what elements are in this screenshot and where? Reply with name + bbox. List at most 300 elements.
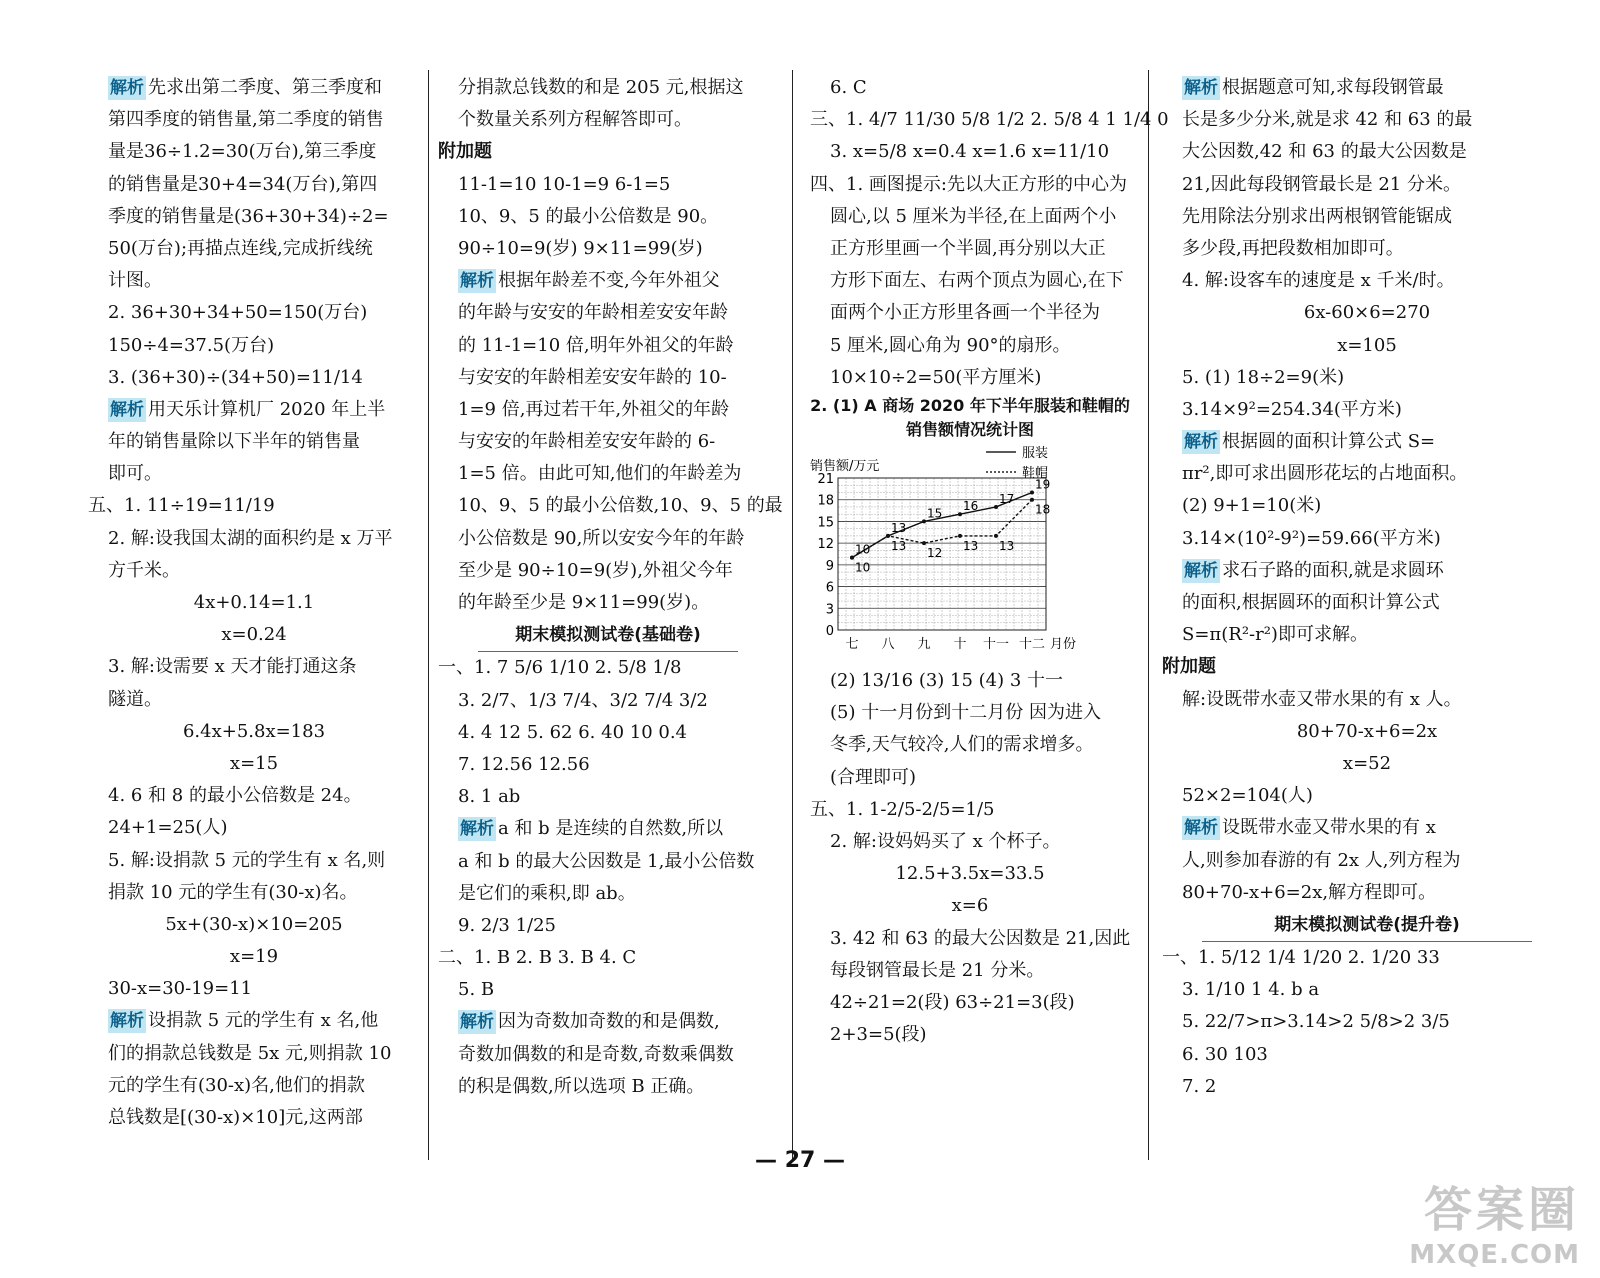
answer-line (810, 665, 1130, 697)
answer-line (438, 362, 778, 394)
answer-text: 是它们的乘积,即 ab。 (458, 882, 636, 904)
answer-line (438, 297, 778, 329)
answer-line (1162, 1071, 1572, 1103)
answer-line (1162, 426, 1572, 458)
answer-text: 人,则参加春游的有 2x 人,列方程为 (1182, 849, 1461, 871)
answer-line (810, 858, 1130, 890)
answer-line (438, 652, 778, 684)
answer-line (1162, 812, 1572, 844)
answer-text: 二、1. B 2. B 3. B 4. C (438, 947, 637, 969)
section-header (1202, 909, 1532, 942)
answer-line (438, 749, 778, 781)
answer-text: 每段钢管最长是 21 分米。 (830, 959, 1045, 981)
answer-column-2 (438, 72, 783, 1103)
answer-line (88, 72, 420, 104)
answer-line (810, 955, 1130, 987)
answer-text: 10、9、5 的最小公倍数是 90。 (458, 205, 719, 227)
answer-text: 至少是 90÷10=9(岁),外祖父今年 (458, 559, 733, 581)
answer-line (810, 987, 1130, 1019)
y-tick-label: 12 (817, 537, 834, 553)
answer-line (810, 762, 1130, 794)
sales-line-chart (810, 442, 1110, 654)
answer-text: 30-x=30-19=11 (108, 978, 253, 1000)
answer-line (438, 201, 778, 233)
column-divider-2 (792, 70, 793, 1160)
answer-line (1162, 974, 1572, 1006)
answer-text: 5. (1) 18÷2=9(米) (1182, 366, 1345, 388)
answer-text: 12.5+3.5x=33.5 (895, 863, 1045, 885)
answer-text: 2. 解:设我国太湖的面积约是 x 万平 (108, 527, 393, 549)
answer-line (438, 1006, 778, 1038)
answer-line (438, 136, 778, 168)
analysis-tag: 解析 (110, 399, 144, 420)
answer-text: a 和 b 的最大公因数是 1,最小公倍数 (458, 850, 755, 872)
answer-text: 方形下面左、右两个顶点为圆心,在下 (830, 270, 1124, 292)
answer-line (88, 748, 420, 780)
answer-text: 大公因数,42 和 63 的最大公因数是 (1182, 141, 1467, 163)
data-label: 19 (1035, 477, 1051, 492)
y-tick-label: 18 (817, 493, 834, 509)
answer-line (810, 297, 1130, 329)
answer-text: 多少段,再把段数相加即可。 (1182, 237, 1404, 259)
answer-text: 3. (36+30)÷(34+50)=11/14 (108, 366, 363, 388)
answer-text: 分捐款总钱数的和是 205 元,根据这 (458, 77, 744, 98)
answer-column-4 (1162, 72, 1572, 1103)
answer-line (438, 587, 778, 619)
data-point (850, 555, 854, 559)
data-label: 10 (855, 560, 871, 575)
answer-line (1162, 265, 1572, 297)
answer-line (438, 846, 778, 878)
answer-text: x=0.24 (221, 624, 287, 646)
answer-line (438, 394, 778, 426)
answer-line (810, 794, 1130, 826)
answer-text: 四、1. 画图提示:先以大正方形的中心为 (810, 173, 1127, 195)
answer-text: 与安安的年龄相差安安年龄的 10- (458, 366, 727, 388)
answer-text: 3. 42 和 63 的最大公因数是 21,因此 (830, 927, 1131, 949)
x-tick-label: 十一 (982, 636, 1010, 652)
answer-text: 24+1=25(人) (108, 817, 228, 839)
answer-line (438, 781, 778, 813)
data-point (1030, 490, 1034, 494)
answer-line (88, 941, 420, 973)
answer-line (1162, 1006, 1572, 1038)
answer-text: 21,因此每段钢管最长是 21 分米。 (1182, 173, 1461, 195)
data-label: 12 (927, 546, 943, 561)
answer-line (1162, 233, 1572, 265)
data-label: 10 (855, 542, 871, 557)
answer-line (88, 265, 420, 297)
answer-line (810, 72, 1130, 104)
answer-line (810, 136, 1130, 168)
answer-text: 4. 4 12 5. 62 6. 40 10 0.4 (458, 721, 687, 743)
answer-text: 冬季,天气较冷,人们的需求增多。 (830, 734, 1094, 756)
answer-line (88, 684, 420, 716)
y-tick-label: 0 (825, 623, 834, 639)
data-point (994, 534, 998, 538)
analysis-tag: 解析 (460, 819, 494, 840)
answer-text: 个数量关系列方程解答即可。 (458, 109, 692, 131)
answer-line (88, 909, 420, 941)
answer-text: x=52 (1342, 752, 1392, 774)
answer-text: 期末模拟测试卷(提升卷) (1274, 914, 1460, 935)
answer-text: 根据题意可知,求每段钢管最 (1222, 77, 1444, 98)
answer-text: 150÷4=37.5(万台) (108, 334, 275, 356)
x-tick-label: 十 (953, 636, 967, 652)
answer-line (438, 265, 778, 297)
answer-text: 根据年龄差不变,今年外祖父 (498, 270, 720, 292)
y-tick-label: 6 (825, 580, 834, 596)
answer-text: 的 11-1=10 倍,明年外祖父的年龄 (458, 334, 734, 356)
answer-text: (2) 9+1=10(米) (1182, 495, 1322, 517)
data-label: 13 (891, 520, 907, 535)
answer-text: 五、1. 11÷19=11/19 (88, 495, 275, 517)
answer-line (88, 845, 420, 877)
answer-line (1162, 877, 1572, 909)
analysis-tag: 解析 (1184, 560, 1218, 581)
answer-text: 们的捐款总钱数是 5x 元,则捐款 10 (108, 1042, 392, 1064)
analysis-tag: 解析 (1184, 818, 1218, 839)
answer-text: 2+3=5(段) (830, 1024, 927, 1046)
answer-line (88, 780, 420, 812)
answer-line (1162, 587, 1572, 619)
answer-text: 6x-60×6=270 (1303, 302, 1431, 324)
analysis-tag: 解析 (460, 1012, 494, 1033)
chart-subtitle: 销售额情况统计图 (905, 419, 1034, 439)
answer-text: 6. C (830, 77, 867, 98)
data-point (922, 519, 926, 523)
answer-line (810, 729, 1130, 761)
answer-text: 3. 1/10 1 4. b a (1182, 979, 1320, 1001)
answer-line (1162, 490, 1572, 522)
answer-text: 5 厘米,圆心角为 90°的扇形。 (830, 334, 1071, 356)
answer-text: 元的学生有(30-x)名,他们的捐款 (108, 1074, 365, 1096)
answer-text: 附加题 (438, 141, 492, 163)
chart-block (810, 394, 1130, 665)
answer-text: 求石子路的面积,就是求圆环 (1222, 559, 1444, 581)
data-point (886, 534, 890, 538)
answer-text: 正方形里画一个半圆,再分别以大正 (830, 237, 1106, 259)
legend-label: 鞋帽 (1022, 465, 1049, 481)
answer-text: πr²,即可求出圆形花坛的占地面积。 (1182, 463, 1468, 485)
answer-line (88, 394, 420, 426)
answer-line (438, 878, 778, 910)
answer-text: 的积是偶数,所以选项 B 正确。 (458, 1075, 705, 1097)
answer-line (1162, 748, 1572, 780)
analysis-tag: 解析 (1184, 432, 1218, 453)
answer-text: 4. 6 和 8 的最小公倍数是 24。 (108, 785, 362, 807)
answer-line (438, 813, 778, 845)
answer-line (88, 297, 420, 329)
answer-line (88, 1070, 420, 1102)
answer-line (810, 265, 1130, 297)
answer-text: 设既带水壶又带水果的有 x (1222, 817, 1436, 839)
answer-line (88, 201, 420, 233)
answer-line (438, 490, 783, 522)
data-label: 17 (999, 491, 1015, 506)
answer-line (1162, 684, 1572, 716)
column-3-top-text (810, 72, 1169, 394)
answer-text: 3.14×(10²-9²)=59.66(平方米) (1182, 527, 1441, 549)
data-point (958, 534, 962, 538)
answer-line (810, 826, 1130, 858)
answer-line (438, 330, 778, 362)
answer-text: 先用除法分别求出两根钢管能锯成 (1182, 205, 1452, 227)
answer-line (1162, 942, 1572, 974)
data-point (1030, 498, 1034, 502)
answer-line (1162, 136, 1572, 168)
y-axis-label: 销售额/万元 (810, 458, 880, 474)
answer-text: 10×10÷2=50(平方厘米) (830, 366, 1042, 388)
data-label: 15 (927, 506, 943, 521)
answer-text: 1=9 倍,再过若干年,外祖父的年龄 (458, 398, 730, 420)
x-tick-label: 九 (917, 636, 931, 652)
answer-text: x=105 (1337, 334, 1397, 356)
answer-text: 的年龄与安安的年龄相差安安年龄 (458, 302, 728, 324)
answer-text: (5) 十一月份到十二月份 因为进入 (830, 702, 1101, 724)
answer-line (438, 426, 778, 458)
answer-text: x=6 (951, 895, 989, 917)
answer-text: 6. 30 103 (1182, 1043, 1268, 1065)
answer-text: 9. 2/3 1/25 (458, 914, 557, 936)
answer-text: 三、1. 4/7 11/30 5/8 1/2 2. 5/8 4 1 1/4 0 (810, 109, 1169, 131)
answer-line (438, 104, 778, 136)
answer-line (438, 717, 778, 749)
answer-text: (2) 13/16 (3) 15 (4) 3 十一 (830, 670, 1064, 692)
answer-text: 5x+(30-x)×10=205 (165, 913, 343, 935)
answer-line (1162, 169, 1572, 201)
answer-line (88, 362, 420, 394)
answer-text: 设捐款 5 元的学生有 x 名,他 (148, 1010, 379, 1032)
answer-line (810, 923, 1130, 955)
answer-text: 用天乐计算机厂 2020 年上半 (148, 398, 386, 420)
answer-text: 3. 2/7、1/3 7/4、3/2 7/4 3/2 (458, 689, 708, 711)
answer-line (1162, 362, 1572, 394)
answer-line (438, 1071, 778, 1103)
answer-text: 10、9、5 的最小公倍数,10、9、5 的最 (458, 495, 783, 517)
answer-text: 2. 36+30+34+50=150(万台) (108, 302, 368, 324)
answer-line (1162, 845, 1572, 877)
answer-text: 52×2=104(人) (1182, 785, 1313, 807)
answer-text: 一、1. 7 5/6 1/10 2. 5/8 1/8 (438, 657, 682, 679)
answer-line (1162, 619, 1572, 651)
answer-line (438, 523, 778, 555)
answer-text: 6.4x+5.8x=183 (182, 720, 326, 742)
answer-line (438, 458, 778, 490)
answer-line (88, 233, 420, 265)
answer-text: 一、1. 5/12 1/4 1/20 2. 1/20 33 (1162, 947, 1440, 969)
data-label: 13 (891, 538, 907, 553)
answer-line (438, 169, 778, 201)
answer-line (88, 1005, 420, 1037)
answer-text: 2. 解:设妈妈买了 x 个杯子。 (830, 831, 1061, 853)
answer-line (1162, 780, 1572, 812)
answer-line (810, 330, 1130, 362)
answer-line (810, 104, 1169, 136)
answer-text: 的销售量是30+4=34(万台),第四 (108, 173, 378, 195)
answer-text: 面两个小正方形里各画一个半径为 (830, 302, 1100, 324)
analysis-tag: 解析 (460, 271, 494, 292)
section-header (478, 619, 738, 652)
answer-text: S=π(R²-r²)即可求解。 (1182, 624, 1368, 646)
answer-text: 8. 1 ab (458, 786, 521, 808)
answer-line (1162, 716, 1572, 748)
answer-text: 50(万台);再描点连线,完成折线统 (108, 237, 373, 259)
answer-text: 奇数加偶数的和是奇数,奇数乘偶数 (458, 1043, 734, 1065)
answer-line (810, 362, 1130, 394)
answer-line (1162, 651, 1572, 683)
answer-text: x=19 (229, 946, 279, 968)
answer-line (810, 697, 1130, 729)
x-tick-label: 十二 (1018, 636, 1046, 652)
answer-line (88, 1038, 420, 1070)
analysis-tag: 解析 (1184, 78, 1218, 98)
answer-text: 圆心,以 5 厘米为半径,在上面两个小 (830, 205, 1117, 227)
answer-text: 附加题 (1162, 656, 1216, 678)
answer-text: 3. 解:设需要 x 天才能打通这条 (108, 656, 357, 678)
answer-line (88, 330, 420, 362)
x-tick-label: 七 (845, 636, 859, 652)
page-number-value: 27 (784, 1148, 816, 1173)
answer-text: 小公倍数是 90,所以安安今年的年龄 (458, 527, 745, 549)
answer-line (1162, 523, 1572, 555)
answer-line (88, 490, 420, 522)
watermark-logo: 答案圈 (1423, 1182, 1580, 1238)
legend-label: 服装 (1022, 445, 1049, 461)
data-label: 13 (963, 538, 979, 553)
answer-text: 因为奇数加奇数的和是偶数, (498, 1011, 720, 1033)
answer-text: 即可。 (108, 463, 162, 485)
answer-line (438, 974, 778, 1006)
column-3-bottom-text (810, 665, 1130, 1051)
data-label: 16 (963, 499, 979, 514)
y-tick-label: 15 (817, 515, 834, 531)
y-tick-label: 3 (825, 602, 834, 618)
answer-text: 3.14×9²=254.34(平方米) (1182, 398, 1402, 420)
answer-line (438, 942, 778, 974)
y-tick-label: 9 (825, 558, 834, 574)
answer-text: 量是36÷1.2=30(万台),第三季度 (108, 141, 377, 163)
answer-text: x=15 (229, 752, 279, 774)
answer-text: 4x+0.14=1.1 (193, 592, 315, 613)
answer-line (1162, 104, 1572, 136)
answer-text: 先求出第二季度、第三季度和 (148, 77, 382, 98)
answer-line (438, 233, 778, 265)
watermark (1409, 1171, 1580, 1270)
answer-text: 五、1. 1-2/5-2/5=1/5 (810, 798, 995, 820)
answer-line (88, 555, 420, 587)
answer-text: 季度的销售量是(36+30+34)÷2= (108, 205, 389, 227)
answer-text: 年的销售量除以下半年的销售量 (108, 431, 360, 453)
answer-line (438, 685, 778, 717)
analysis-tag: 解析 (110, 78, 144, 98)
answer-text: 7. 2 (1182, 1075, 1217, 1097)
answer-text: 隧道。 (108, 688, 162, 710)
answer-line (810, 201, 1130, 233)
answer-line (88, 169, 420, 201)
answer-line (88, 523, 420, 555)
data-point (958, 512, 962, 516)
data-point (994, 505, 998, 509)
answer-text: 计图。 (108, 270, 162, 292)
chart-title: 2. (1) A 商场 2020 年下半年服装和鞋帽的 (810, 395, 1130, 415)
watermark-url: MXQE.COM (1409, 1240, 1580, 1270)
answer-text: 第四季度的销售量,第二季度的销售 (108, 109, 384, 131)
answer-line (1162, 458, 1572, 490)
answer-line (438, 910, 778, 942)
answer-line (88, 1102, 420, 1134)
answer-line (88, 973, 420, 1005)
answer-line (88, 812, 420, 844)
answer-line (810, 1019, 1130, 1051)
answer-text: 与安安的年龄相差安安年龄的 6- (458, 431, 716, 453)
answer-text: 1=5 倍。由此可知,他们的年龄差为 (458, 463, 742, 485)
answer-line (1162, 555, 1572, 587)
answer-text: 5. B (458, 979, 495, 1001)
answer-column-1 (88, 72, 420, 1134)
answer-text: 根据圆的面积计算公式 S= (1222, 431, 1436, 453)
answer-text: 3. x=5/8 x=0.4 x=1.6 x=11/10 (830, 141, 1110, 163)
answer-line (1162, 394, 1572, 426)
data-label: 13 (999, 538, 1015, 553)
answer-line (88, 136, 420, 168)
answer-text: 方千米。 (108, 559, 180, 581)
answer-line (1162, 330, 1572, 362)
column-divider-1 (428, 70, 429, 1160)
answer-line (88, 619, 420, 651)
y-tick-label: 21 (817, 471, 834, 487)
answer-text: 捐款 10 元的学生有(30-x)名。 (108, 881, 358, 903)
answer-text: 解:设既带水壶又带水果的有 x 人。 (1182, 688, 1462, 710)
answer-line (88, 458, 420, 490)
answer-text: 4. 解:设客车的速度是 x 千米/时。 (1182, 270, 1455, 292)
answer-line (1162, 201, 1572, 233)
x-tick-label: 八 (881, 636, 895, 652)
page-number: — 27 — (755, 1148, 845, 1173)
answer-line (810, 233, 1130, 265)
answer-text: 长是多少分米,就是求 42 和 63 的最 (1182, 109, 1473, 131)
data-label: 18 (1035, 502, 1051, 517)
answer-line (438, 72, 778, 104)
answer-line (88, 877, 420, 909)
answer-column-3 (810, 72, 1169, 1051)
answer-text: 11-1=10 10-1=9 6-1=5 (458, 173, 671, 195)
answer-text: 的年龄至少是 9×11=99(岁)。 (458, 592, 710, 613)
answer-text: 80+70-x+6=2x,解方程即可。 (1182, 881, 1437, 903)
answer-text: (合理即可) (830, 766, 917, 788)
answer-line (438, 555, 778, 587)
answer-text: 的面积,根据圆环的面积计算公式 (1182, 592, 1440, 613)
answer-line (1162, 297, 1572, 329)
answer-line (88, 651, 420, 683)
data-point (922, 541, 926, 545)
answer-text: 7. 12.56 12.56 (458, 753, 590, 775)
answer-text: 5. 22/7>π>3.14>2 5/8>2 3/5 (1182, 1011, 1450, 1033)
answer-line (88, 426, 420, 458)
answer-text: a 和 b 是连续的自然数,所以 (498, 818, 724, 840)
answer-text: 90÷10=9(岁) 9×11=99(岁) (458, 237, 703, 259)
answer-text: 42÷21=2(段) 63÷21=3(段) (830, 991, 1075, 1013)
answer-line (88, 104, 420, 136)
answer-line (88, 716, 420, 748)
answer-text: 期末模拟测试卷(基础卷) (515, 625, 701, 646)
answer-line (438, 1039, 778, 1071)
answer-line (88, 587, 420, 619)
answer-text: 5. 解:设捐款 5 元的学生有 x 名,则 (108, 849, 386, 871)
analysis-tag: 解析 (110, 1011, 144, 1032)
answer-text: 总钱数是[(30-x)×10]元,这两部 (108, 1107, 363, 1128)
answer-line (810, 890, 1130, 922)
